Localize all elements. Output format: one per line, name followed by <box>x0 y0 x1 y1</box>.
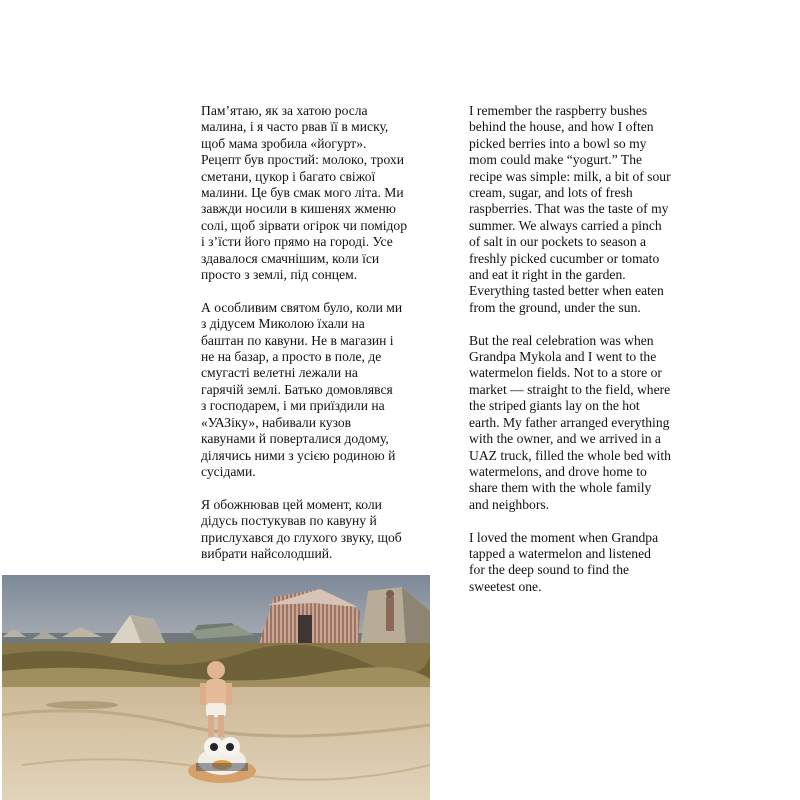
ukrainian-paragraph-3: Я обожнював цей момент, коли дідусь постукував по кавуну й прислухався до глухого звуку, щоб вибрати найсолодший. <box>201 496 402 561</box>
english-paragraph-2: But the real celebration was when Grandpa Mykola and I went to the watermelon fields. Not to a store or market — straight to the field, where the striped giants lay on the hot earth. My father arranged everything with the owner, and we arrived in a UAZ truck, filled the whole bed with watermelons, and drove home to share them with the whole family and neighbors. <box>469 332 671 512</box>
english-paragraph-1: I remember the raspberry bushes behind the house, and how I often picked berries into a bowl so my mom could make “yogurt.” The recipe was simple: milk, a bit of sour cream, sugar, and lots of fresh raspberries. That was the taste of my summer. We always carried a pinch of salt in our pockets to season a freshly picked cucumber or tomato and eat it right in the garden. Everything tasted better when eaten from the ground, under the sun. <box>469 103 671 315</box>
english-text-column <box>469 103 695 612</box>
beach-camp-photo <box>2 575 430 800</box>
tent-striped-door <box>298 615 312 647</box>
ukrainian-paragraph-1: Пам’ятаю, як за хатою росла малина, і я часто рвав її в миску, щоб мама зробила «йогурт». Рецепт був простий: молоко, трохи сметани, цукор і багато свіжої малини. Це був смак мого літа. Ми завжди носили в кишенях жменю солі, щоб зірвати огірок чи помідор і з’їсти його прямо на городі. Усе здавалося смачнішим, коли їси просто з землі, під сонцем. <box>201 103 408 283</box>
english-paragraph-3: I loved the moment when Grandpa tapped a watermelon and listened for the deep sound to find the sweetest one. <box>469 529 659 594</box>
ukrainian-paragraph-2: А особливим святом було, коли ми з дідусем Миколою їхали на баштан по кавуни. Не в магазин і не на базар, а просто в поле, де смугасті велетні лежали на гарячій землі. Батько домовлявся з господарем, і ми приїздили на «УАЗіку», набивали кузов кавунами й поверталися додому, ділячись ними з усією родиною й сусідами. <box>201 299 403 479</box>
ukrainian-text-column <box>201 103 427 579</box>
person-adult <box>386 597 394 631</box>
